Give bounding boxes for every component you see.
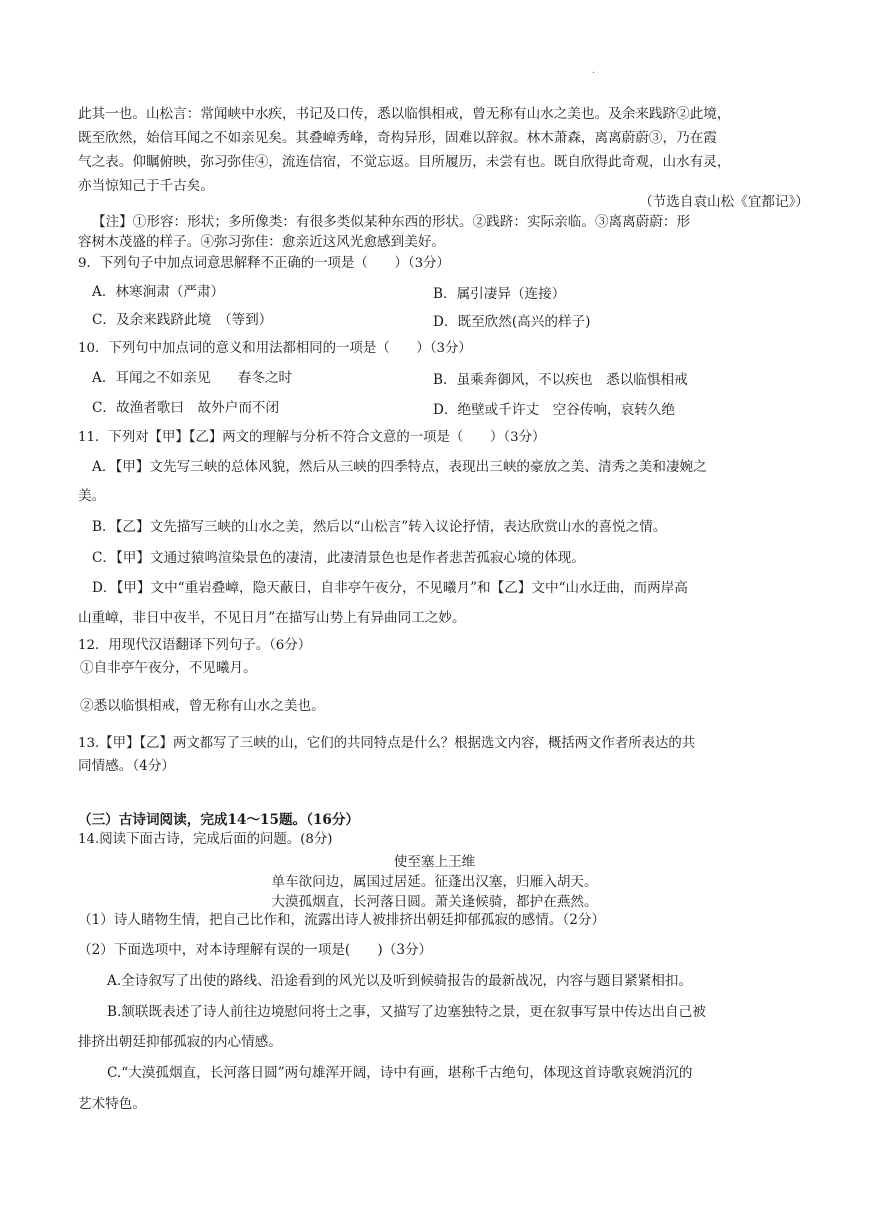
- q11-option-a-cont: 美。: [78, 488, 106, 504]
- q14-option-b: B.颔联既表述了诗人前往边境慰问将士之事，又描写了边塞独特之景，更在叙事写景中传达出自己被: [107, 1004, 706, 1020]
- section-title: （三）古诗词阅读，完成14～15题。（16分）: [78, 812, 360, 828]
- poem-line: 单车欲问边，属国过居延。征蓬出汉塞，归雁入胡天。: [271, 874, 598, 890]
- q12-sentence-2: ②悉以临惧相戒，曾无称有山水之美也。: [80, 698, 325, 714]
- passage-line: 亦当惊知己于千古矣。: [78, 178, 214, 194]
- q11-option-d: D．【甲】文中“重岩叠嶂，隐天蔽日，自非亭午夜分，不见曦月”和【乙】文中“山水迂曲，而两岸高: [92, 580, 688, 596]
- q9-stem: 9．下列句子中加点词意思解释不正确的一项是（ ）（3分）: [78, 256, 450, 271]
- q13-stem: 13.【甲】【乙】两文都写了三峡的山，它们的共同特点是什么？根据选文内容，概括两文作者所表达的共: [78, 736, 696, 751]
- q11-stem: 11．下列对【甲】【乙】两文的理解与分析不符合文意的一项是（ ）（3分）: [78, 430, 546, 445]
- passage-line: 既至欣然，始信耳闻之不如亲见矣。其叠嶂秀峰，奇构异形，固难以辞叙。林木萧森，离离蔚蔚③，乃在霞: [78, 130, 717, 146]
- passage-line: 此其一也。山松言：常闻峡中水疾，书记及口传，悉以临惧相戒，曾无称有山水之美也。及余来践跻②此境，: [78, 106, 731, 122]
- poem-line: 大漠孤烟直，长河落日圆。萧关逢候骑，都护在燕然。: [271, 894, 598, 910]
- q10-option-a: A．耳闻之不如亲见 春冬之时: [92, 370, 293, 386]
- q11-option-a: A．【甲】文先写三峡的总体风貌，然后从三峡的四季特点，表现出三峡的豪放之美、清秀之美和凄婉之: [92, 459, 707, 475]
- q14-option-c: C.“大漠孤烟直，长河落日圆”两句雄浑开阔，诗中有画，堪称千古绝句，体现这首诗歌哀婉消沉的: [107, 1065, 693, 1081]
- q9-option-d: D．既至欣然(高兴的样子): [433, 314, 591, 330]
- q14-stem: 14.阅读下面古诗，完成后面的问题。(8分): [78, 832, 333, 847]
- q10-option-d: D．绝壁或千许丈 空谷传响，哀转久绝: [433, 402, 675, 418]
- note-line: 容树木茂盛的样子。④弥习弥佳：愈亲近这风光愈感到美好。: [78, 234, 446, 250]
- page-dot: ·: [592, 68, 596, 79]
- q9-option-a: A．林寒涧肃（严肃）: [92, 284, 225, 300]
- q9-option-c: C．及余来践跻此境 （等到）: [92, 312, 273, 328]
- q10-option-c: C．故渔者歌曰 故外户而不闭: [92, 400, 280, 416]
- passage-line: 气之表。仰瞩俯映，弥习弥佳④，流连信宿，不觉忘返。目所履历，未尝有也。既自欣得此奇观，山水有灵，: [78, 154, 731, 170]
- q11-option-b: B．【乙】文先描写三峡的山水之美，然后以“山松言”转入议论抒情，表达欣赏山水的喜悦之情。: [92, 519, 667, 535]
- q9-option-b: B．属引凄异（连接）: [433, 286, 566, 302]
- q10-stem: 10．下列句中加点词的意义和用法都相同的一项是（ ）（3分）: [78, 341, 472, 356]
- q14-option-b-cont: 排挤出朝廷抑郁孤寂的内心情感。: [78, 1034, 282, 1050]
- poem-title: 使至塞上王维: [393, 854, 476, 870]
- q14-subquestion-1: （1）诗人睹物生情，把自己比作和，流露出诗人被排挤出朝廷抑郁孤寂的感情。（2分）: [78, 912, 606, 928]
- q11-option-c: C．【甲】文通过猿鸣渲染景色的凄清，此凄清景色也是作者悲苦孤寂心境的体现。: [92, 550, 585, 566]
- q11-option-d-cont: 山重嶂，非日中夜半，不见日月”在描写山势上有异曲同工之妙。: [78, 610, 466, 626]
- passage-source: （节选自袁山松《宜都记》）: [639, 194, 809, 210]
- q12-sentence-1: ①自非亭午夜分，不见曦月。: [80, 660, 257, 676]
- q14-subquestion-2: （2）下面选项中，对本诗理解有误的一项是( )（3分）: [78, 942, 433, 958]
- q14-option-c-cont: 艺术特色。: [78, 1096, 146, 1112]
- note-line: 【注】①形容：形状；多所像类：有很多类似某种东西的形状。②践跻：实际亲临。③离离蔚蔚：形: [92, 214, 691, 230]
- q14-option-a: A.全诗叙写了出使的路线、沿途看到的风光以及听到候骑报告的最新战况，内容与题目紧紧相扣。: [107, 973, 693, 989]
- q10-option-b: B．虽乘奔御风，不以疾也 悉以临惧相戒: [433, 372, 688, 388]
- q12-stem: 12．用现代汉语翻译下列句子。（6分）: [78, 638, 312, 653]
- q13-stem-cont: 同情感。（4分）: [78, 758, 176, 774]
